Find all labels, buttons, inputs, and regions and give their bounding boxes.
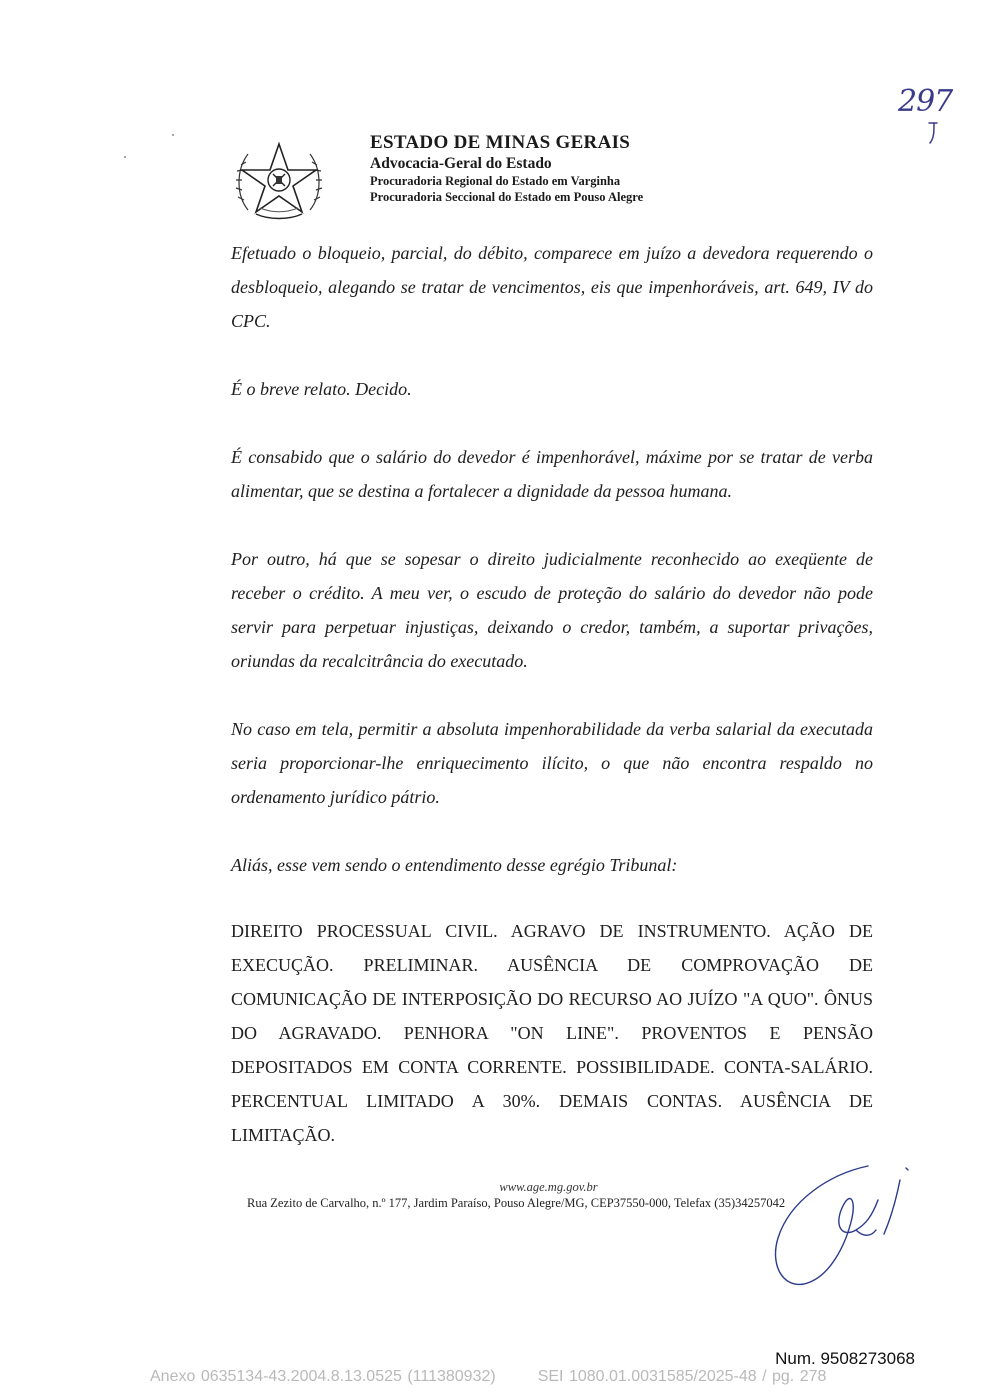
letterhead-sectional-office: Procuradoria Seccional do Estado em Pouso Alegre (370, 190, 644, 204)
paragraph-tribunal: Aliás, esse vem sendo o entendimento desse egrégio Tribunal: (231, 855, 678, 875)
annex-reference: Anexo 0635134-43.2004.8.13.0525 (111380932) (150, 1368, 496, 1385)
letterhead-regional-office: Procuradoria Regional do Estado em Varginha (370, 174, 621, 188)
letterhead (370, 132, 643, 205)
letterhead-agency: Advocacia-Geral do Estado (370, 155, 552, 172)
handwritten-page-number: 297 (898, 84, 953, 119)
paragraph-creditor: Por outro, há que se sopesar o direito judicialmente reconhecido ao exeqüente de receber o crédito. A meu ver, o escudo de proteção do salário do devedor não pode servir para perpetuar injustiças, deixando o credor, também, a suportar privações, oriundas da recalcitrância do executado. (231, 549, 873, 671)
document-number-stamp: Num. 9508273068 (775, 1349, 915, 1368)
coat-of-arms-icon (234, 140, 324, 222)
scan-speck (124, 156, 126, 158)
scan-speck (172, 134, 174, 136)
paragraph-jurisprudence: DIREITO PROCESSUAL CIVIL. AGRAVO DE INSTRUMENTO. AÇÃO DE EXECUÇÃO. PRELIMINAR. AUSÊNCIA DE COMPROVAÇÃO DE COMUNICAÇÃO DE INTERPOSIÇÃO DO RECURSO AO JUÍZO "A QUO". ÔNUS DO AGRAVADO. PENHORA "ON LINE". PROVENTOS E PENSÃO DEPOSITADOS EM CONTA CORRENTE. POSSIBILIDADE. CONTA-SALÁRIO. PERCENTUAL LIMITADO A 30%. DEMAIS CONTAS. AUSÊNCIA DE LIMITAÇÃO. (231, 921, 873, 1145)
footer-address: Rua Zezito de Carvalho, n.º 177, Jardim Paraíso, Pouso Alegre/MG, CEP37550-000, Telefax (35)34257042 (247, 1196, 786, 1210)
letterhead-state: ESTADO DE MINAS GERAIS (370, 132, 631, 153)
handwritten-mark-icon (926, 120, 940, 146)
paragraph-salary: É consabido que o salário do devedor é impenhorável, máxime por se tratar de verba alimentar, que se destina a fortalecer a dignidade da pessoa humana. (231, 447, 873, 501)
annex-stamp (150, 1368, 826, 1386)
sei-reference: SEI 1080.01.0031585/2025-48 / pg. 278 (537, 1368, 827, 1385)
paragraph-report: É o breve relato. Decido. (231, 379, 412, 399)
footer-website: www.age.mg.gov.br (499, 1180, 598, 1194)
signature-icon (760, 1160, 930, 1300)
paragraph-block: Efetuado o bloqueio, parcial, do débito, comparece em juízo a devedora requerendo o desbloqueio, alegando se tratar de vencimentos, eis que impenhoráveis, art. 649, IV do CPC. (231, 243, 873, 331)
paragraph-case: No caso em tela, permitir a absoluta impenhorabilidade da verba salarial da executada seria proporcionar-lhe enriquecimento ilícito, o que não encontra respaldo no ordenamento jurídico pátrio. (231, 719, 873, 807)
